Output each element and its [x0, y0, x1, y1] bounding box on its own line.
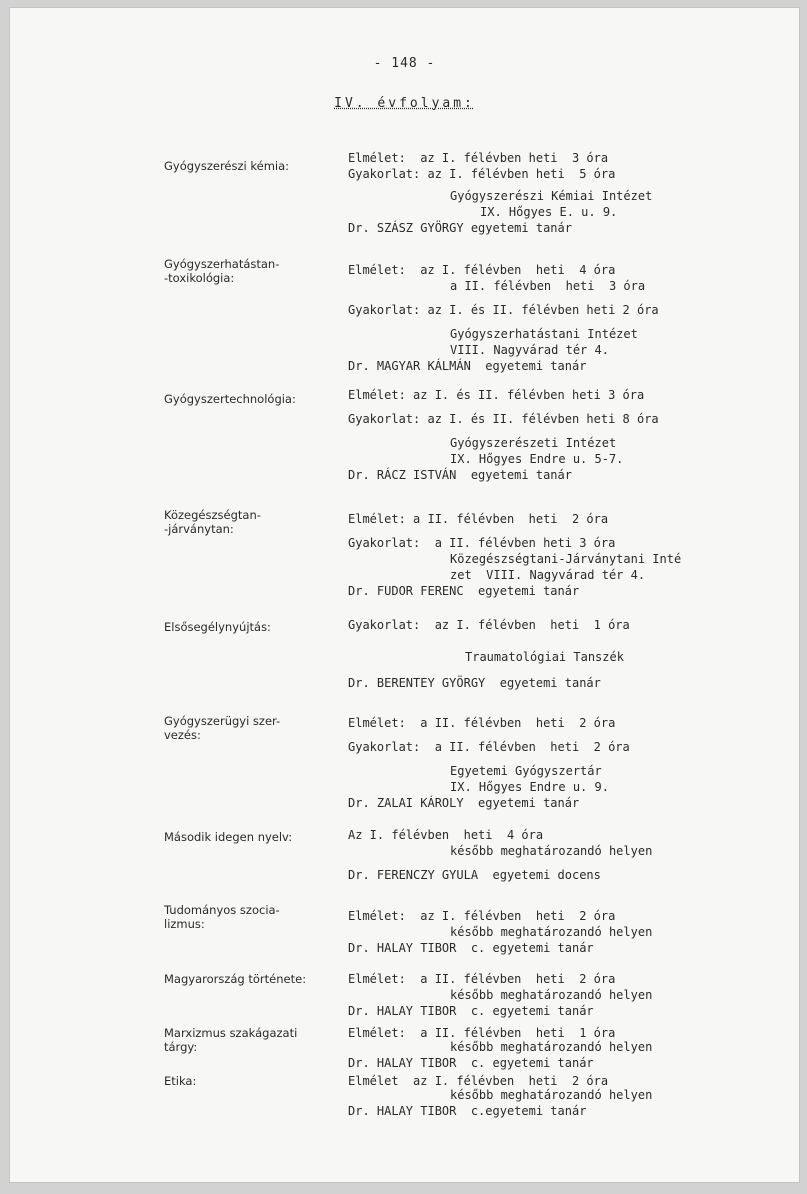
- schedule-line: Elmélet: a II. félévben heti 2 óra: [348, 972, 616, 986]
- institute-address: VIII. Nagyvárad tér 4.: [450, 343, 609, 357]
- subject-title: Második idegen nyelv:: [164, 830, 293, 844]
- institute-name: Gyógyszerészi Kémiai Intézet: [450, 189, 653, 203]
- institute-name: Egyetemi Gyógyszertár: [450, 764, 602, 778]
- schedule-line: Az I. félévben heti 4 óra: [348, 828, 544, 842]
- document-page: [10, 8, 799, 1182]
- lecturer: Dr. FUDOR FERENC egyetemi tanár: [348, 584, 580, 598]
- schedule-line: Elmélet az I. félévben heti 2 óra: [348, 1074, 609, 1088]
- institute-address: IX. Hőgyes Endre u. 5-7.: [450, 452, 624, 466]
- lecturer: Dr. RÁCZ ISTVÁN egyetemi tanár: [348, 468, 572, 482]
- institute-name: Közegészségtani-Járványtani Inté: [450, 552, 682, 566]
- institute-address: IX. Hőgyes E. u. 9.: [480, 205, 618, 219]
- subject-title: Tudományos szocia- lizmus:: [164, 903, 280, 931]
- subject-title: Gyógyszerhatástan- -toxikológia:: [164, 257, 280, 285]
- lecturer: Dr. MAGYAR KÁLMÁN egyetemi tanár: [348, 359, 587, 373]
- schedule-line: Elmélet: a II. félévben heti 2 óra: [348, 512, 609, 526]
- institute-address: IX. Hőgyes Endre u. 9.: [450, 780, 609, 794]
- schedule-line: a II. félévben heti 3 óra: [450, 279, 646, 293]
- location-note: később meghatározandó helyen: [450, 844, 653, 858]
- lecturer: Dr. HALAY TIBOR c. egyetemi tanár: [348, 1004, 594, 1018]
- schedule-line: Elmélet: az I. félévben heti 4 óra: [348, 263, 616, 277]
- institute-name: Gyógyszerészeti Intézet: [450, 436, 617, 450]
- page-heading: IV. évfolyam:: [334, 96, 475, 111]
- lecturer: Dr. HALAY TIBOR c. egyetemi tanár: [348, 1056, 594, 1070]
- lecturer: Dr. BERENTEY GYÖRGY egyetemi tanár: [348, 676, 601, 690]
- institute-name: Traumatológiai Tanszék: [465, 650, 624, 664]
- location-note: később meghatározandó helyen: [450, 925, 653, 939]
- page-number: - 148 -: [373, 56, 436, 71]
- institute-address: zet VIII. Nagyvárad tér 4.: [450, 568, 646, 582]
- lecturer: Dr. FERENCZY GYULA egyetemi docens: [348, 868, 601, 882]
- location-note: később meghatározandó helyen: [450, 1088, 653, 1102]
- subject-title: Közegészségtan- -járványtan:: [164, 508, 261, 536]
- schedule-line: Elmélet: a II. félévben heti 2 óra: [348, 716, 616, 730]
- institute-name: Gyógyszerhatástani Intézet: [450, 327, 638, 341]
- schedule-line: Elmélet: a II. félévben heti 1 óra: [348, 1026, 616, 1040]
- lecturer: Dr. ZALAI KÁROLY egyetemi tanár: [348, 796, 580, 810]
- schedule-line: Elmélet: az I. félévben heti 2 óra: [348, 909, 616, 923]
- schedule-line: Gyakorlat: az I. félévben heti 5 óra: [348, 167, 616, 181]
- subject-title: Gyógyszertechnológia:: [164, 392, 296, 406]
- schedule-line: Gyakorlat: a II. félévben heti 2 óra: [348, 740, 630, 754]
- subject-title: Etika:: [164, 1074, 197, 1088]
- schedule-line: Gyakorlat: az I. és II. félévben heti 2 óra: [348, 303, 659, 317]
- lecturer: Dr. HALAY TIBOR c.egyetemi tanár: [348, 1104, 587, 1118]
- schedule-line: Gyakorlat: az I. félévben heti 1 óra: [348, 618, 630, 632]
- location-note: később meghatározandó helyen: [450, 1040, 653, 1054]
- schedule-line: Elmélet: az I. félévben heti 3 óra: [348, 151, 609, 165]
- subject-title: Elsősegélynyújtás:: [164, 620, 271, 634]
- lecturer: Dr. HALAY TIBOR c. egyetemi tanár: [348, 941, 594, 955]
- subject-title: Gyógyszerészi kémia:: [164, 159, 290, 173]
- subject-title: Gyógyszerügyi szer- vezés:: [164, 714, 281, 742]
- schedule-line: Elmélet: az I. és II. félévben heti 3 óra: [348, 388, 645, 402]
- schedule-line: Gyakorlat: a II. félévben heti 3 óra: [348, 536, 616, 550]
- lecturer: Dr. SZÁSZ GYÖRGY egyetemi tanár: [348, 221, 572, 235]
- schedule-line: Gyakorlat: az I. és II. félévben heti 8 óra: [348, 412, 659, 426]
- subject-title: Magyarország története:: [164, 972, 307, 986]
- subject-title: Marxizmus szakágazati tárgy:: [164, 1026, 298, 1054]
- location-note: később meghatározandó helyen: [450, 988, 653, 1002]
